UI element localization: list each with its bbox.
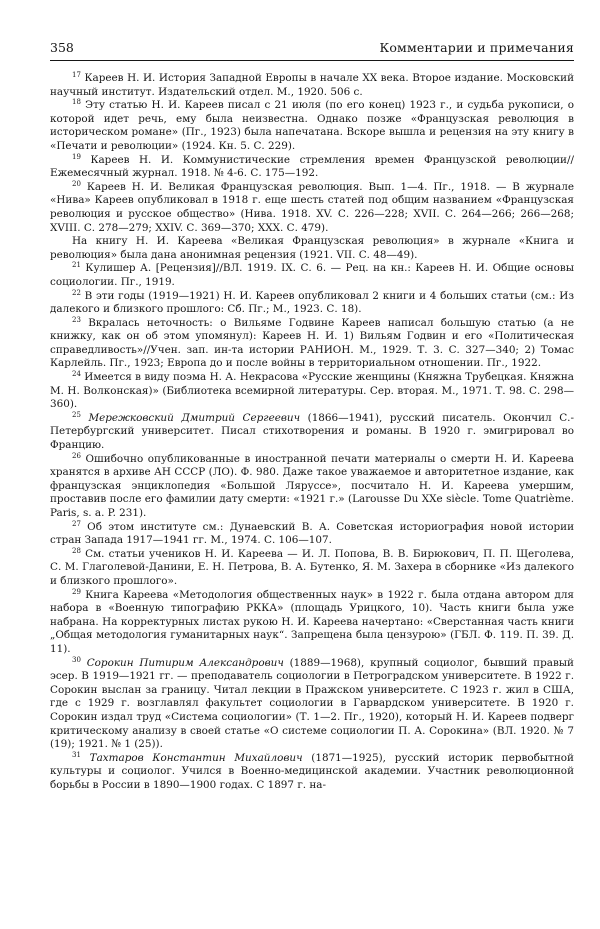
note-text: На книгу Н. И. Кареева «Великая Французская революция» в журнале «Книга и революция» была дана анонимная рецензия (1921. VII. С. 48—49). [50, 235, 574, 261]
page-header [50, 40, 574, 61]
endnote-continuation [50, 235, 574, 262]
person-name: Мережковский Дмитрий Сергеевич [88, 411, 301, 424]
note-number: 18 [72, 98, 81, 107]
note-text: См. статьи учеников Н. И. Кареева — И. Л. Попова, В. В. Бирюкович, П. П. Щеголева, С. М. Глаголевой-Данини, Е. Н. Петрова, В. А. Бутенко, Я. М. Захера в сборнике «Из далекого и близкого прошлого». [50, 547, 574, 587]
endnote [50, 317, 574, 371]
page-number: 358 [50, 40, 74, 55]
endnote [50, 521, 574, 548]
person-name: Сорокин Питирим Александрович [86, 656, 284, 669]
note-text: Эту статью Н. И. Кареев писал с 21 июля (по его конец) 1923 г., и судьба рукописи, о которой идет речь, ему была неизвестна. Однако позже «Французская революция в историческом романе» (Пг., 1923) была напечатана. Вскоре вышла и рецензия на эту книгу в «Печати и революции» (1924. Кн. 5. С. 229). [50, 99, 574, 152]
note-text: (1889—1968), крупный социолог, бывший правый эсер. В 1919—1921 гг. — преподаватель социологии в Петроградском университете. В 1922 г. Сорокин выслан за границу. Читал лекции в Пражском университете. С 1923 г. жил в США, где с 1929 г. возглавлял факультет социологии в Гарвардском университете. В 1920 г. Сорокин издал труд «Система социологии» (Т. 1—2. Пг., 1920), который Н. И. Кареев подверг критическому анализу в своей статье «О системе социологии П. А. Сорокина» (ВЛ. 1920. № 7 (19); 1921. № 1 (25)). [50, 656, 574, 751]
endnote [50, 181, 574, 235]
note-number: 22 [72, 288, 81, 297]
note-text: Ошибочно опубликованные в иностранной печати материалы о смерти Н. И. Кареева хранятся в архиве АН СССР (ЛО). Ф. 980. Даже такое уважаемое и авторитетное издание, как французская энциклопедия «Большой Ляруссе», посчитало Н. И. Кареева умершим, проставив после его фамилии дату смерти: «1921 г.» (Larousse Du XXe siècle. Tome Quatrième. Paris, s. a. P. 231). [50, 452, 574, 519]
note-text: Кареев Н. И. История Западной Европы в начале XX века. Второе издание. Московский научный институт. Издательский отдел. М., 1920. 506 с. [50, 72, 574, 98]
note-text: (1871—1925), русский историк первобытной культуры и социолог. Учился в Военно-медицинской академии. Участник революционной борьбы в России в 1890—1900 годах. С 1897 г. на- [50, 751, 574, 791]
note-number: 25 [72, 410, 81, 419]
note-text: Об этом институте см.: Дунаевский В. А. Советская историография новой истории стран Запада 1917—1941 гг. М., 1974. С. 106—107. [50, 520, 574, 547]
note-number: 23 [72, 315, 81, 324]
note-text: Кулишер А. [Рецензия]//ВЛ. 1919. IX. С. 6. — Рец. на кн.: Кареев Н. И. Общие основы социологии. Пг., 1919. [50, 262, 574, 288]
running-title: Комментарии и примечания [379, 40, 574, 55]
note-number: 30 [72, 655, 81, 664]
note-number: 20 [72, 179, 81, 188]
endnote [50, 453, 574, 521]
note-number: 29 [72, 587, 81, 596]
endnote [50, 262, 574, 289]
note-text: Вкралась неточность: о Вильяме Годвине Кареев написал большую статью (а не книжку, как он об этом упомянул): Кареев Н. И. 1) Вильям Годвин и его «Политическая справедливость»//Учен. зап. ин-та истории РАНИОН. М., 1929. Т. 3. С. 327—340; 2) Томас Карлейль. Пг., 1923; Европа до и после войны в территориальном отношении. Пг., 1922. [50, 316, 575, 370]
note-number: 17 [72, 71, 81, 79]
note-number: 31 [72, 750, 81, 759]
endnote [50, 412, 574, 453]
note-text: Кареев Н. И. Коммунистические стремления времен Французской революции//Ежемесячный журнал. 1918. № 4-6. С. 175—192. [50, 153, 574, 180]
note-text: Кареев Н. И. Великая Французская революция. Вып. 1—4. Пг., 1918. — В журнале «Нива» Кареев опубликовал в 1918 г. еще шесть статей под общим названием «Французская революция и русское общество» (Нива. 1918. XV. С. 226—228; XVII. С. 264—266; 266—268; XVIII. С. 278—279; XXIV. С. 369—370; XXX. С. 479). [50, 180, 574, 234]
person-name: Тахтаров Константин Михайлович [89, 751, 303, 764]
note-text: (1866—1941), русский писатель. Окончил С.-Петербургский университет. Писал стихотворения и романы. В 1920 г. эмигрировал во Францию. [50, 411, 574, 452]
note-number: 21 [72, 261, 81, 270]
note-text: В эти годы (1919—1921) Н. И. Кареев опубликовал 2 книги и 4 больших статьи (см.: Из далекого и близкого прошлого: Сб. Пг.; М., 1923. С. 18). [50, 289, 574, 316]
endnote [50, 589, 574, 657]
note-number: 28 [72, 546, 81, 555]
endnote [50, 72, 574, 99]
endnote [50, 154, 574, 181]
endnote [50, 548, 574, 589]
note-number: 24 [72, 370, 81, 379]
endnotes [50, 72, 574, 792]
endnote [50, 290, 574, 317]
note-text: Книга Кареева «Методология общественных наук» в 1922 г. была отдана автором для набора в «Военную типографию РККА» (площадь Урицкого, 10). Часть книги была уже набрана. На корректурных листах рукою Н. И. Кареева начертано: «Сверстанная часть книги „Общая методология гуманитарных наук“. Запрещена была цензурою» (ГБЛ. Ф. 119. П. 39. Д. 11). [50, 588, 574, 655]
endnote [50, 657, 574, 752]
endnote [50, 752, 574, 793]
note-text: Имеется в виду поэма Н. А. Некрасова «Русские женщины (Княжна Трубецкая. Княжна М. Н. Волконская)» (Библиотека всемирной литературы. Сер. вторая. М., 1971. Т. 98. С. 298—360). [50, 371, 574, 411]
endnote [50, 371, 574, 412]
note-number: 19 [72, 152, 81, 161]
note-number: 27 [72, 519, 81, 528]
endnote [50, 99, 574, 153]
note-number: 26 [72, 451, 81, 460]
